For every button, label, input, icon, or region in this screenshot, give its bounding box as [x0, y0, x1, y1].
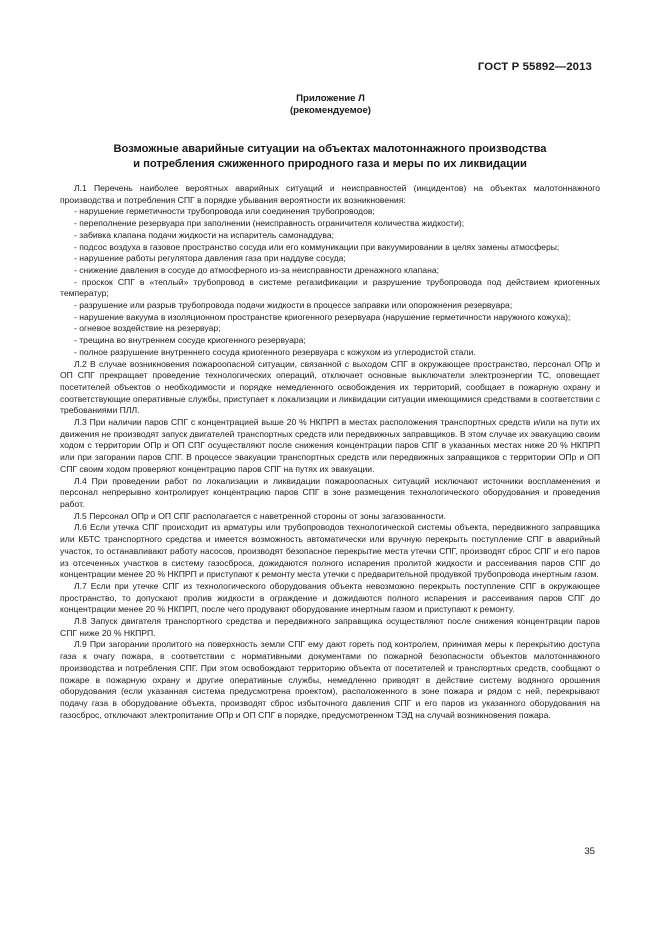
list-item: - трещина во внутреннем сосуде криогенного резервуара;: [74, 335, 306, 346]
list-item: - переполнение резервуара при заполнении (неисправность ограничителя количества жидкости);: [74, 218, 465, 229]
section-title-line-2: и потребления сжиженного природного газа и меры по их ликвидации: [133, 157, 527, 170]
list-item: - разрушение или разрыв трубопровода подачи жидкости в процессе заправки или опорожнения резервуара;: [74, 300, 513, 311]
paragraph-l8: Л.8 Запуск двигателя транспортного средства и передвижного заправщика осуществляют после снижения концентрации паров СПГ ниже 20 % НКПРП.: [60, 616, 600, 638]
list-item: - подсос воздуха в газовое пространство сосуда или его коммуникации при вакуумировании в целях замены атмосферы;: [74, 241, 560, 252]
list-item: - нарушение вакуума в изоляционном пространстве криогенного резервуара (нарушение герметичности наружного кожуха);: [74, 311, 571, 322]
paragraph-l3: Л.3 При наличии паров СПГ с концентрацией выше 20 % НКПРП в местах расположения транспортных средств и/или на пути их движения не производят запуск двигателей транспортных средств или передвижных заправщиков. В этом случае их эвакуацию своим ходом с территории ОПр и ОП СПГ осуществляют после снижения концентрации паров СПГ в указанных местах ниже 20 % НКПРП или при загорании паров СПГ. В процессе эвакуации транспортных средств или передвижных заправщиков с территории ОПр и ОП СПГ своим ходом проверяют концентрацию паров СПГ на путях их эвакуации.: [60, 417, 600, 474]
standard-number: ГОСТ Р 55892—2013: [477, 61, 592, 73]
list-item: - снижение давления в сосуде до атмосферного из-за неисправности дренажного клапана;: [74, 264, 439, 275]
paragraph-l5: Л.5 Персонал ОПр и ОП СПГ располагается с наветренной стороны от зоны загазованности.: [74, 510, 446, 521]
list-item: - проскок СПГ в «теплый» трубопровод в системе регазификации и разрушение трубопровода под действием криогенных температур;: [60, 276, 600, 299]
list-item: - огневое воздействие на резервуар;: [74, 323, 221, 334]
paragraph-l4: Л.4 При проведении работ по локализации и ликвидации пожароопасных ситуаций исключают источники воспламенения и персонал непрерывно контролирует концентрацию паров СПГ в зоне размещения технологического оборудования и проведения работ.: [60, 475, 600, 509]
paragraph-l1: Л.1 Перечень наиболее вероятных аварийных ситуаций и неисправностей (инцидентов) на объектах малотоннажного производства и потребления СПГ в порядке убывания вероятности их возникновения:: [60, 183, 600, 205]
body-text: [60, 183, 600, 721]
section-title-line-1: Возможные аварийные ситуации на объектах малотоннажного производства: [113, 143, 547, 155]
list-item: - нарушение герметичности трубопровода или соединения трубопроводов;: [74, 206, 375, 217]
list-item: - нарушение работы регулятора давления газа при наддуве сосуда;: [74, 253, 346, 264]
paragraph-l9: Л.9 При загорании пролитого на поверхность земли СПГ ему дают гореть под контролем, принимая меры к перекрытию доступа газа к очагу пожара, в соответствии с нормативными документами по пожарной безопасности объектов малотоннажного производства и потребления СПГ. При этом освобождают территорию объекта от посетителей и транспортных средств, сообщают о пожаре в пожарную охрану и другие оперативные службы, немедленно приводят в действие систему водяного орошения оборудования (если указанная система предусмотрена проектом), расположенного в зоне пожара и рядом с ней, перекрывают подачу газа в оборудование объекта, производят сброс избыточного давления СПГ и его паров из указанного оборудования на газосброс, отключают электропитание ОПр и ОП СПГ в порядке, предусмотренном ТЭД на случай возникновения пожара.: [60, 639, 600, 720]
page-number: 35: [584, 846, 595, 857]
section-title: [60, 142, 600, 171]
appendix-heading: [0, 93, 661, 116]
appendix-status: (рекомендуемое): [289, 104, 371, 116]
appendix-title: Приложение Л: [296, 93, 365, 104]
list-item: - полное разрушение внутреннего сосуда криогенного резервуара с кожухом из углеродистой стали.: [74, 346, 476, 357]
paragraph-l7: Л.7 Если при утечке СПГ из технологического оборудования объекта невозможно перекрыть поступление СПГ в окружающее пространство, то допускают пролив жидкости в ограждение и дожидаются полного испарения и рассеивания паров СПГ до концентрации менее 20 % НКПРП, после чего продувают оборудование инертным газом и приступают к ремонту.: [60, 580, 600, 615]
list-item: - забивка клапана подачи жидкости на испаритель самонаддува;: [74, 229, 334, 240]
paragraph-l2: Л.2 В случае возникновения пожароопасной ситуации, связанной с выходом СПГ в окружающее пространство, персонал ОПр и ОП СПГ прекращает проведение технологических операций, отключает основные выключатели электроэнергии ТС, оповещает посетителей объектов о необходимости и порядке немедленного освобождения их территорий, сообщает в пожарную охрану и соответствующие оперативные службы, приступает к локализации и ликвидации ситуации имеющимися средствами в соответствии с требованиями ПЛЛ.: [60, 358, 600, 416]
paragraph-l6: Л.6 Если утечка СПГ происходит из арматуры или трубопроводов технологической системы объекта, передвижного заправщика или КБТС транспортного средства и имеется возможность автоматически или вручную перекрыть поступление СПГ в аварийный участок, то останавливают работу насосов, производят безопасное перекрытие места утечки СПГ, производят сброс СПГ и его паров из отсеченных участков в систему газосброса, дожидаются полного испарения пролитой жидкости и рассеивания паров СПГ до концентрации менее 20 % НКПРП и приступают к ремонту места утечки с предварительной продувкой трубопровода инертным газом.: [60, 522, 600, 580]
